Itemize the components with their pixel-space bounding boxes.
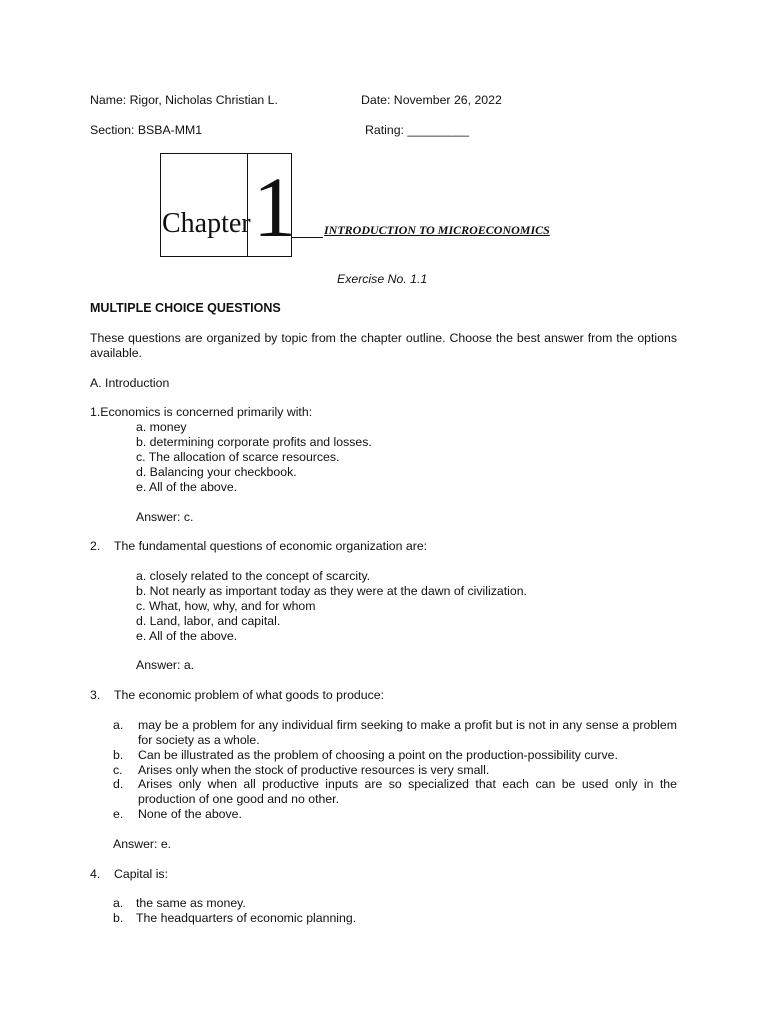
question-1-option-e: e. All of the above. xyxy=(136,480,238,494)
chapter-label: Chapter xyxy=(162,208,251,239)
question-1-option-d: d. Balancing your checkbook. xyxy=(136,465,297,479)
question-3-answer: Answer: e. xyxy=(113,837,172,851)
question-3-option-c: Arises only when the stock of productive resources is very small. xyxy=(138,763,490,777)
student-name: Name: Rigor, Nicholas Christian L. xyxy=(90,93,278,107)
question-2-option-b: b. Not nearly as important today as they were at the dawn of civilization. xyxy=(136,584,527,598)
section-heading: MULTIPLE CHOICE QUESTIONS xyxy=(90,301,281,315)
question-3-option-e: None of the above. xyxy=(138,807,242,821)
chapter-title: INTRODUCTION TO MICROECONOMICS xyxy=(324,223,550,237)
question-2-option-a: a. closely related to the concept of scarcity. xyxy=(136,569,371,583)
topic-heading: A. Introduction xyxy=(90,376,170,390)
question-1-option-c: c. The allocation of scarce resources. xyxy=(136,450,340,464)
question-3-number: 3. xyxy=(90,688,101,702)
question-2-stem: The fundamental questions of economic organization are: xyxy=(114,539,428,553)
question-3-option-b-letter: b. xyxy=(113,748,124,762)
question-4-option-a: the same as money. xyxy=(136,896,246,910)
question-1-answer: Answer: c. xyxy=(136,510,194,524)
chapter-number: 1 xyxy=(253,159,296,255)
chapter-box-divider xyxy=(247,153,248,257)
question-2-number: 2. xyxy=(90,539,101,553)
question-1-option-b: b. determining corporate profits and losses. xyxy=(136,435,372,449)
submission-date: Date: November 26, 2022 xyxy=(361,93,502,107)
question-1-option-a: a. money xyxy=(136,420,187,434)
rating-field: Rating: _________ xyxy=(365,123,469,137)
question-2-option-c: c. What, how, why, and for whom xyxy=(136,599,316,613)
question-4-option-b: The headquarters of economic planning. xyxy=(136,911,357,925)
exercise-number: Exercise No. 1.1 xyxy=(337,272,428,286)
question-3-option-e-letter: e. xyxy=(113,807,124,821)
question-4-option-a-letter: a. xyxy=(113,896,124,910)
question-1-stem: 1.Economics is concerned primarily with: xyxy=(90,405,313,419)
chapter-title-rule xyxy=(291,237,323,238)
question-2-answer: Answer: a. xyxy=(136,658,195,672)
question-3-option-d: Arises only when all productive inputs are so specialized that each can be used only in the production of one good and no other. xyxy=(138,777,677,806)
question-3-option-a-letter: a. xyxy=(113,718,124,732)
question-3-option-c-letter: c. xyxy=(113,763,123,777)
question-3-option-d-letter: d. xyxy=(113,777,124,791)
question-3-stem: The economic problem of what goods to produce: xyxy=(114,688,385,702)
instructions: These questions are organized by topic from the chapter outline. Choose the best answer from the options available. xyxy=(90,331,677,360)
question-2-option-d: d. Land, labor, and capital. xyxy=(136,614,281,628)
question-4-option-b-letter: b. xyxy=(113,911,124,925)
question-4-stem: Capital is: xyxy=(114,867,168,881)
question-3-option-a: may be a problem for any individual firm seeking to make a profit but is not in any sense a problem for society as a whole. xyxy=(138,718,677,747)
question-4-number: 4. xyxy=(90,867,101,881)
question-2-option-e: e. All of the above. xyxy=(136,629,238,643)
question-3-option-b: Can be illustrated as the problem of choosing a point on the production-possibility curve. xyxy=(138,748,618,762)
student-section: Section: BSBA-MM1 xyxy=(90,123,203,137)
